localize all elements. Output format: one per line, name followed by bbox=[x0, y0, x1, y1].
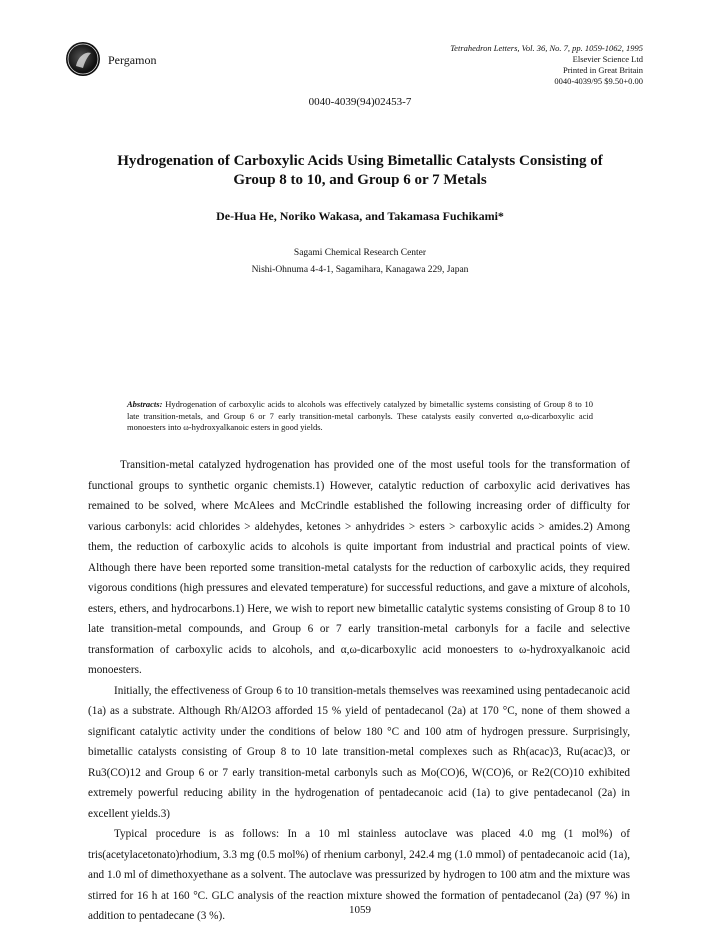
body-paragraph-2: Initially, the effectiveness of Group 6 to 10 transition-metals themselves was reexamined using pentadecanoic acid (1a) as a substrate. Although Rh/Al2O3 afforded 15 % yield of pentadecanol (2a) at 170 °C, none of them showed a significant catalytic activity under the conditions of below 180 °C and 100 atm of hydrogen pressure. Surprisingly, bimetallic catalysts consisting of Group 8 to 10 late transition-metal complexes such as Rh(acac)3, Ru(acac)3, or Ru3(CO)12 and Group 6 or 7 early transition-metal carbonyls such as Mo(CO)6, W(CO)6, or Re2(CO)10 exhibited extremely powerful reducing ability in the hydrogenation of pentadecanoic acid (1a) to give pentadecanol (2a) in excellent yields.3) bbox=[88, 684, 630, 820]
journal-line: Tetrahedron Letters, Vol. 36, No. 7, pp. 1059-1062, 1995 bbox=[450, 43, 643, 53]
paper-title: Hydrogenation of Carboxylic Acids Using Bimetallic Catalysts Consisting of Group 8 to 10, and Group 6 or 7 Metals bbox=[117, 153, 603, 188]
publisher-line: Elsevier Science Ltd bbox=[572, 54, 643, 64]
abstract-label: Abstracts: bbox=[127, 399, 163, 409]
body-text bbox=[88, 455, 630, 927]
journal-citation bbox=[450, 43, 643, 87]
affiliation-address: Nishi-Ohnuma 4-4-1, Sagamihara, Kanagawa 229, Japan bbox=[251, 265, 469, 275]
authors: De-Hua He, Noriko Wakasa, and Takamasa Fuchikami* bbox=[216, 209, 504, 223]
body-paragraph-1: Transition-metal catalyzed hydrogenation has provided one of the most useful tools for the transformation of functional groups to synthetic organic chemists.1) However, catalytic reduction of carboxylic acid derivatives has remained to be solved, where McAlees and McCrindle established the following increasing order of difficulty for various carbonyls: acid chlorides > aldehydes, ketones > anhydrides > esters > carboxylic acids > amides.2) Among them, the reduction of carboxylic acids to alcohols is quite important from industrial and practical points of view. Although there have been reported some transition-metal catalysts for the reduction of carboxylic acids, they required vigorous conditions (high pressures and elevated temperature) for successful reductions, and gave a mixture of alcohols, esters, ethers, and hydrocarbons.1) Here, we wish to report new bimetallic catalytic systems consisting of Group 8 to 10 late transition-metal compounds, and Group 6 or 7 early transition-metal carbonyls for a facile and selective transformation of carboxylic acids to alcohols, and α,ω-dicarboxylic acid monoesters to ω-hydroxyalkanoic acid monoesters. bbox=[88, 459, 630, 676]
publisher-logo bbox=[66, 42, 100, 76]
affiliation-name: Sagami Chemical Research Center bbox=[293, 248, 427, 258]
abstract bbox=[127, 399, 593, 434]
issn-price-line: 0040-4039/95 $9.50+0.00 bbox=[554, 76, 643, 86]
printed-line: Printed in Great Britain bbox=[562, 65, 643, 75]
body-paragraph-3: Typical procedure is as follows: In a 10 ml stainless autoclave was placed 4.0 mg (1 mol%) of tris(acetylacetonato)rhodium, 3.3 mg (0.5 mol%) of rhenium carbonyl, 242.4 mg (1.0 mmol) of pentadecanoic acid (1a), and 1.0 ml of dimethoxyethane as a solvent. The autoclave was pressurized by hydrogen to 100 atm and the mixture was stirred for 16 h at 160 °C. GLC analysis of the reaction mixture showed the formation of pentadecanol (2a) (97 %) in addition to pentadecane (3 %). bbox=[88, 828, 630, 922]
publisher-name: Pergamon bbox=[108, 53, 157, 67]
page-number: 1059 bbox=[349, 904, 371, 916]
abstract-text: Hydrogenation of carboxylic acids to alcohols was effectively catalyzed by bimetallic systems consisting of Group 8 to 10 late transition-metals, and Group 6 or 7 early transition-metal carbonyls. These catalysts easily converted α,ω-dicarboxylic acid monoesters into ω-hydroxyalkanoic esters in good yields. bbox=[127, 399, 594, 432]
doc-identifier: 0040-4039(94)02453-7 bbox=[308, 96, 412, 108]
